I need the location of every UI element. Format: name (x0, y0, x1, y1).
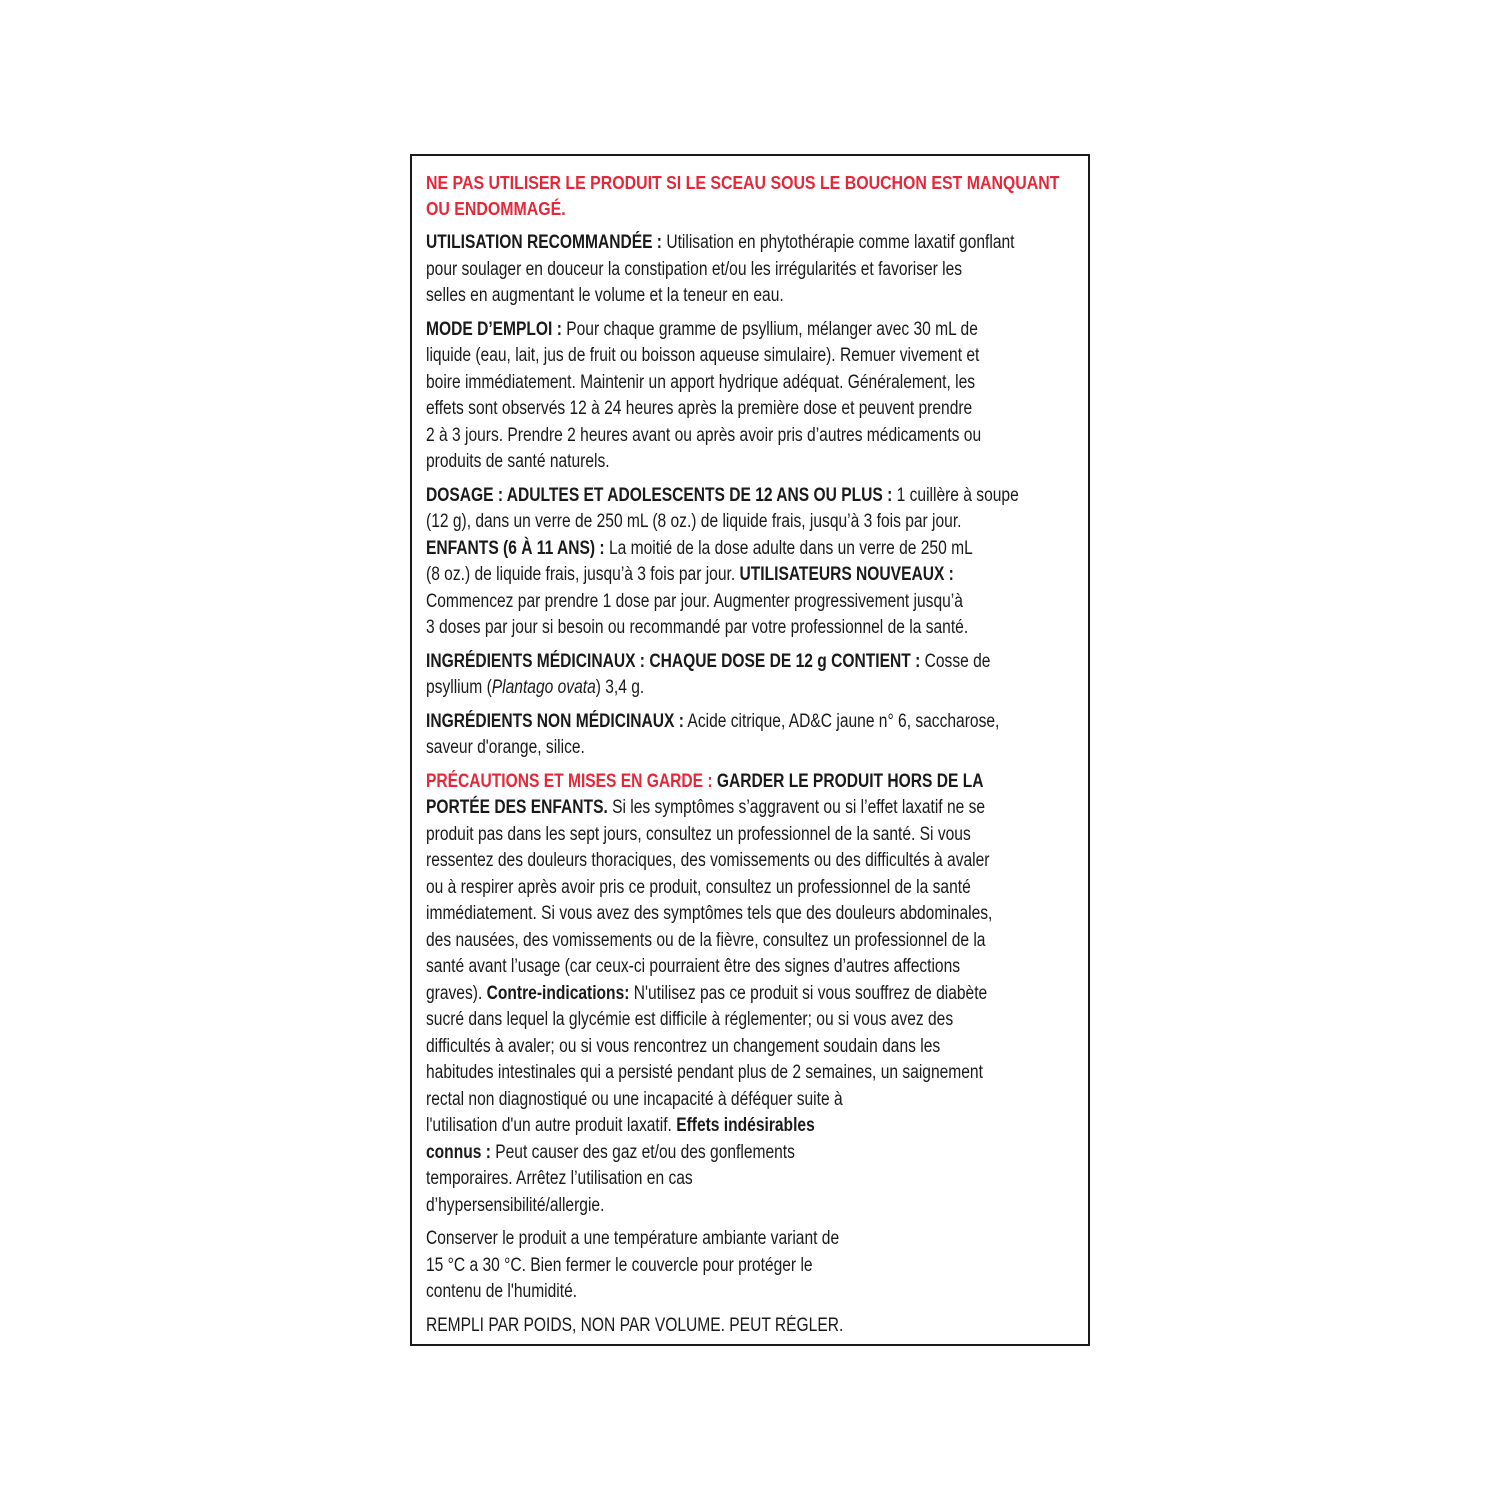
non-medicinal-ingredients-text: saveur d'orange, silice. (426, 737, 585, 758)
dosage-text: (8 oz.) de liquide frais, jusqu’à 3 fois par jour. (426, 564, 740, 585)
directions-section (426, 317, 1074, 476)
dosage-text: La moitié de la dose adulte dans un verre de 250 mL (604, 537, 973, 559)
storage-text: contenu de l'humidité. (426, 1281, 578, 1302)
dosage-text: (12 g), dans un verre de 250 mL (8 oz.) de liquide frais, jusqu’à 3 fois par jour. (426, 511, 962, 532)
recommended-use-section (426, 230, 1074, 310)
new-users-heading: UTILISATEURS NOUVEAUX : (739, 564, 954, 585)
precautions-text: immédiatement. Si vous avez des symptômes tels que des douleurs abdominales, (426, 903, 993, 924)
directions-text: effets sont observés 12 à 24 heures après la première dose et peuvent prendre (426, 398, 973, 419)
precautions-text: temporaires. Arrêtez l’utilisation en cas (426, 1168, 693, 1189)
precautions-text: rectal non diagnostiqué ou une incapacité à déféquer suite à (426, 1088, 843, 1110)
tamper-warning (426, 170, 1080, 222)
non-medicinal-ingredients-section (426, 709, 1074, 762)
storage-text: Conserver le produit a une température ambiante variant de (426, 1228, 840, 1249)
directions-heading: MODE D’EMPLOI : (426, 318, 562, 340)
directions-text: 2 à 3 jours. Prendre 2 heures avant ou après avoir pris d’autres médicaments ou (426, 424, 982, 446)
children-dosage-heading: ENFANTS (6 À 11 ANS) : (426, 537, 605, 559)
keep-away-warning: GARDER LE PRODUIT HORS DE LA (712, 770, 984, 792)
dosage-text: 1 cuillère à soupe (892, 484, 1019, 506)
directions-text: Pour chaque gramme de psyllium, mélanger avec 30 mL de (561, 318, 978, 340)
product-label-panel (410, 154, 1090, 1346)
medicinal-ingredients-text: ) 3,4 g. (595, 677, 645, 698)
precautions-text: ressentez des douleurs thoraciques, des vomissements ou des difficultés à avaler (426, 850, 990, 871)
precautions-text: santé avant l’usage (car ceux-ci pourraient être des signes d’autres affections (426, 956, 961, 977)
non-medicinal-ingredients-heading: INGRÉDIENTS NON MÉDICINAUX : (426, 710, 684, 732)
dosage-text: Commencez par prendre 1 dose par jour. Augmenter progressivement jusqu’à (426, 590, 963, 612)
contraindications-heading: Contre-indications: (486, 982, 630, 1004)
keep-away-warning: PORTÉE DES ENFANTS. (426, 797, 608, 818)
fill-note (426, 1313, 1074, 1340)
precautions-heading: PRÉCAUTIONS ET MISES EN GARDE : (426, 770, 713, 792)
precautions-text: l'utilisation d'un autre produit laxatif. (426, 1115, 677, 1136)
directions-text: boire immédiatement. Maintenir un apport hydrique adéquat. Généralement, les (426, 371, 976, 393)
medicinal-ingredients-text: Cosse de (920, 650, 991, 672)
fill-note-text: REMPLI PAR POIDS, NON PAR VOLUME. PEUT RÉGLER. (426, 1314, 844, 1336)
medicinal-ingredients-section (426, 649, 1074, 702)
medicinal-ingredients-heading: INGRÉDIENTS MÉDICINAUX : CHAQUE DOSE DE 12 g CONTIENT : (426, 650, 921, 672)
precautions-section (426, 769, 1074, 1220)
precautions-text: d’hypersensibilité/allergie. (426, 1194, 605, 1216)
precautions-text: Peut causer des gaz et/ou des gonflements (490, 1141, 795, 1163)
directions-text: liquide (eau, lait, jus de fruit ou boisson aqueuse simulaire). Remuer vivement et (426, 345, 980, 366)
precautions-text: N'utilisez pas ce produit si vous souffrez de diabète (629, 982, 988, 1004)
side-effects-heading: connus : (426, 1141, 491, 1163)
recommended-use-heading: UTILISATION RECOMMANDÉE : (426, 232, 663, 253)
precautions-text: sucré dans lequel la glycémie est difficile à réglementer; ou si vous avez des (426, 1009, 954, 1030)
non-medicinal-ingredients-text: Acide citrique, AD&C jaune n° 6, saccharose, (683, 710, 1000, 732)
tamper-warning-line: OU ENDOMMAGÉ. (426, 198, 566, 219)
tamper-warning-line: NE PAS UTILISER LE PRODUIT SI LE SCEAU SOUS LE BOUCHON EST MANQUANT (426, 172, 1060, 193)
directions-text: produits de santé naturels. (426, 451, 610, 472)
latin-name: Plantago ovata (491, 677, 596, 698)
precautions-text: difficultés à avaler; ou si vous rencontrez un changement soudain dans les (426, 1035, 941, 1057)
precautions-text: produit pas dans les sept jours, consultez un professionnel de la santé. Si vous (426, 823, 971, 845)
precautions-text: habitudes intestinales qui a persisté pendant plus de 2 semaines, un saignement (426, 1062, 983, 1083)
dosage-heading: DOSAGE : ADULTES ET ADOLESCENTS DE 12 ANS OU PLUS : (426, 484, 893, 506)
dosage-section (426, 483, 1074, 642)
side-effects-heading: Effets indésirables (676, 1115, 815, 1136)
precautions-text: Si les symptômes s’aggravent ou si l’effet laxatif ne se (607, 797, 986, 818)
storage-section (426, 1226, 1074, 1306)
medicinal-ingredients-text: psyllium ( (426, 677, 492, 698)
recommended-use-text: selles en augmentant le volume et la teneur en eau. (426, 285, 784, 306)
recommended-use-text: pour soulager en douceur la constipation et/ou les irrégularités et favoriser les (426, 258, 963, 280)
recommended-use-text: Utilisation en phytothérapie comme laxatif gonflant (662, 232, 1015, 253)
storage-text: 15 °C a 30 °C. Bien fermer le couvercle pour protéger le (426, 1254, 813, 1276)
precautions-text: ou à respirer après avoir pris ce produit, consultez un professionnel de la santé (426, 876, 971, 898)
precautions-text: des nausées, des vomissements ou de la fièvre, consultez un professionnel de la (426, 929, 986, 951)
precautions-text: graves). (426, 982, 487, 1004)
dosage-text: 3 doses par jour si besoin ou recommandé par votre professionnel de la santé. (426, 617, 969, 638)
